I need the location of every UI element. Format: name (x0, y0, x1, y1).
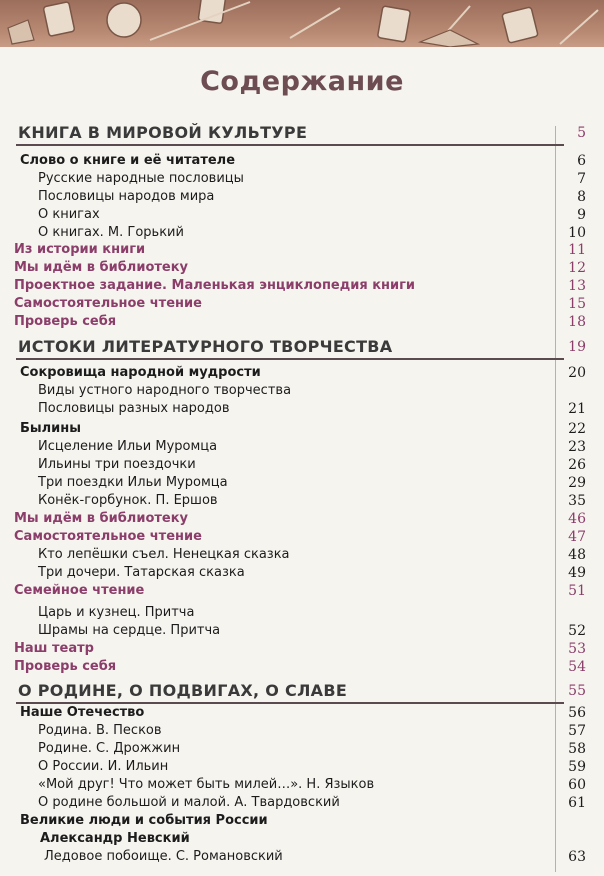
toc-entry (0, 206, 604, 224)
toc-entry-title: Былины (20, 421, 82, 436)
toc-page-number: 55 (568, 683, 586, 699)
toc-entry-title: Слово о книге и её читателе (20, 153, 236, 168)
toc-entry-title: О книгах. М. Горький (38, 225, 184, 240)
toc-entry-title: Мы идём в библиотеку (14, 260, 189, 275)
toc-entry (0, 224, 604, 242)
toc-entry-title: Проектное задание. Маленькая энциклопедия книги (14, 278, 416, 293)
toc-entry-title: «Мой друг! Что может быть милей…». Н. Языков (38, 777, 375, 792)
toc-entry-title: Мы идём в библиотеку (14, 511, 189, 526)
toc-entry-title: КНИГА В МИРОВОЙ КУЛЬТУРЕ (18, 123, 308, 142)
toc-page-number: 22 (568, 421, 586, 437)
toc-entry-title: Проверь себя (14, 659, 117, 674)
toc-entry-title: Родине. С. Дрожжин (38, 741, 181, 756)
toc-page-number: 59 (568, 759, 586, 775)
toc-page-number: 5 (577, 125, 586, 141)
toc-entry-title: Из истории книги (14, 242, 146, 257)
toc-page-number: 18 (568, 314, 586, 330)
toc-page-number: 6 (577, 153, 586, 169)
toc-entry (0, 277, 604, 295)
toc-entry-title: О РОДИНЕ, О ПОДВИГАХ, О СЛАВЕ (18, 681, 348, 700)
toc-page-number: 54 (568, 659, 586, 675)
toc-entry (0, 704, 604, 722)
toc-page-number: 29 (568, 475, 586, 491)
toc-entry-title: Русские народные пословицы (38, 171, 244, 186)
toc-entry (0, 188, 604, 206)
toc-entry-title: Шрамы на сердце. Притча (38, 623, 221, 638)
toc-entry-title: Ильины три поездочки (38, 457, 196, 472)
toc-page-number: 47 (568, 529, 586, 545)
toc-section (0, 124, 604, 142)
toc-entry (0, 722, 604, 740)
toc-entry (0, 758, 604, 776)
toc-page-number: 23 (568, 439, 586, 455)
toc-entry-title: Наш театр (14, 641, 94, 656)
toc-entry (0, 456, 604, 474)
toc-entry-title: Александр Невский (40, 831, 190, 846)
school-supplies-illustration (0, 0, 604, 47)
toc-entry-title: О родине большой и малой. А. Твардовский (38, 795, 340, 810)
toc-section (0, 682, 604, 700)
toc-entry-title: Виды устного народного творчества (38, 383, 292, 398)
toc-page-number: 8 (577, 189, 586, 205)
toc-page-number: 15 (568, 296, 586, 312)
toc-page-number: 56 (568, 705, 586, 721)
toc-entry (0, 794, 604, 812)
toc-entry-title: Царь и кузнец. Притча (38, 605, 195, 620)
toc-entry-title: Великие люди и события России (20, 813, 268, 828)
toc-entry (0, 830, 604, 848)
toc-page-number: 49 (568, 565, 586, 581)
toc-entry (0, 241, 604, 259)
toc-entry-title: Наше Отечество (20, 705, 145, 720)
toc-page-number: 57 (568, 723, 586, 739)
toc-page-number: 51 (568, 583, 586, 599)
toc-page-number: 21 (568, 401, 586, 417)
toc-entry (0, 564, 604, 582)
toc-page-number: 11 (568, 242, 586, 258)
toc-entry-title: Проверь себя (14, 314, 117, 329)
toc-page-number: 19 (568, 339, 586, 355)
toc-entry (0, 604, 604, 622)
toc-entry (0, 740, 604, 758)
toc-entry (0, 622, 604, 640)
toc-entry-title: Родина. В. Песков (38, 723, 162, 738)
toc-entry (0, 848, 604, 866)
toc-entry (0, 812, 604, 830)
toc-entry-title: Пословицы народов мира (38, 189, 215, 204)
toc-entry (0, 640, 604, 658)
toc-page-number: 26 (568, 457, 586, 473)
toc-page-number: 12 (568, 260, 586, 276)
toc-page-number: 20 (568, 365, 586, 381)
toc-entry (0, 400, 604, 418)
toc-entry (0, 382, 604, 400)
toc-entry (0, 313, 604, 331)
toc-entry (0, 528, 604, 546)
toc-entry-title: О книгах (38, 207, 100, 222)
toc-entry-title: Три дочери. Татарская сказка (38, 565, 245, 580)
toc-entry (0, 492, 604, 510)
toc-page-number: 46 (568, 511, 586, 527)
toc-entry-title: Пословицы разных народов (38, 401, 230, 416)
toc-entry (0, 152, 604, 170)
toc-page-number: 7 (577, 171, 586, 187)
toc-entry-title: Ледовое побоище. С. Романовский (44, 849, 283, 864)
toc-entry-title: Самостоятельное чтение (14, 529, 202, 544)
toc-page-number: 9 (577, 207, 586, 223)
toc-entry-title: О России. И. Ильин (38, 759, 169, 774)
toc-entry (0, 438, 604, 456)
toc-entry (0, 170, 604, 188)
toc-entry (0, 295, 604, 313)
toc-section (0, 338, 604, 356)
header-banner (0, 0, 604, 47)
toc-entry (0, 259, 604, 277)
toc-page-number: 10 (568, 225, 586, 241)
toc-page-number: 63 (568, 849, 586, 865)
toc-entry-title: Сокровища народной мудрости (20, 365, 261, 380)
toc-entry (0, 364, 604, 382)
section-divider (16, 358, 564, 360)
toc-entry (0, 582, 604, 600)
toc-page-number: 60 (568, 777, 586, 793)
page-title: Содержание (200, 66, 404, 97)
toc-entry-title: Исцеление Ильи Муромца (38, 439, 218, 454)
toc-entry-title: Самостоятельное чтение (14, 296, 202, 311)
toc-page-number: 52 (568, 623, 586, 639)
toc-entry-title: Кто лепёшки съел. Ненецкая сказка (38, 547, 290, 562)
toc-entry-title: Конёк-горбунок. П. Ершов (38, 493, 218, 508)
toc-page-number: 53 (568, 641, 586, 657)
toc-entry (0, 776, 604, 794)
toc-page-number: 35 (568, 493, 586, 509)
section-divider (16, 144, 564, 146)
toc-page-number: 61 (568, 795, 586, 811)
toc-entry (0, 510, 604, 528)
toc-page-number: 58 (568, 741, 586, 757)
toc-entry (0, 658, 604, 676)
toc-entry (0, 546, 604, 564)
toc-entry (0, 420, 604, 438)
toc-page-number: 13 (568, 278, 586, 294)
toc-entry-title: ИСТОКИ ЛИТЕРАТУРНОГО ТВОРЧЕСТВА (18, 337, 393, 356)
toc-entry-title: Семейное чтение (14, 583, 145, 598)
toc-entry-title: Три поездки Ильи Муромца (38, 475, 228, 490)
toc-entry (0, 474, 604, 492)
toc-page-number: 48 (568, 547, 586, 563)
